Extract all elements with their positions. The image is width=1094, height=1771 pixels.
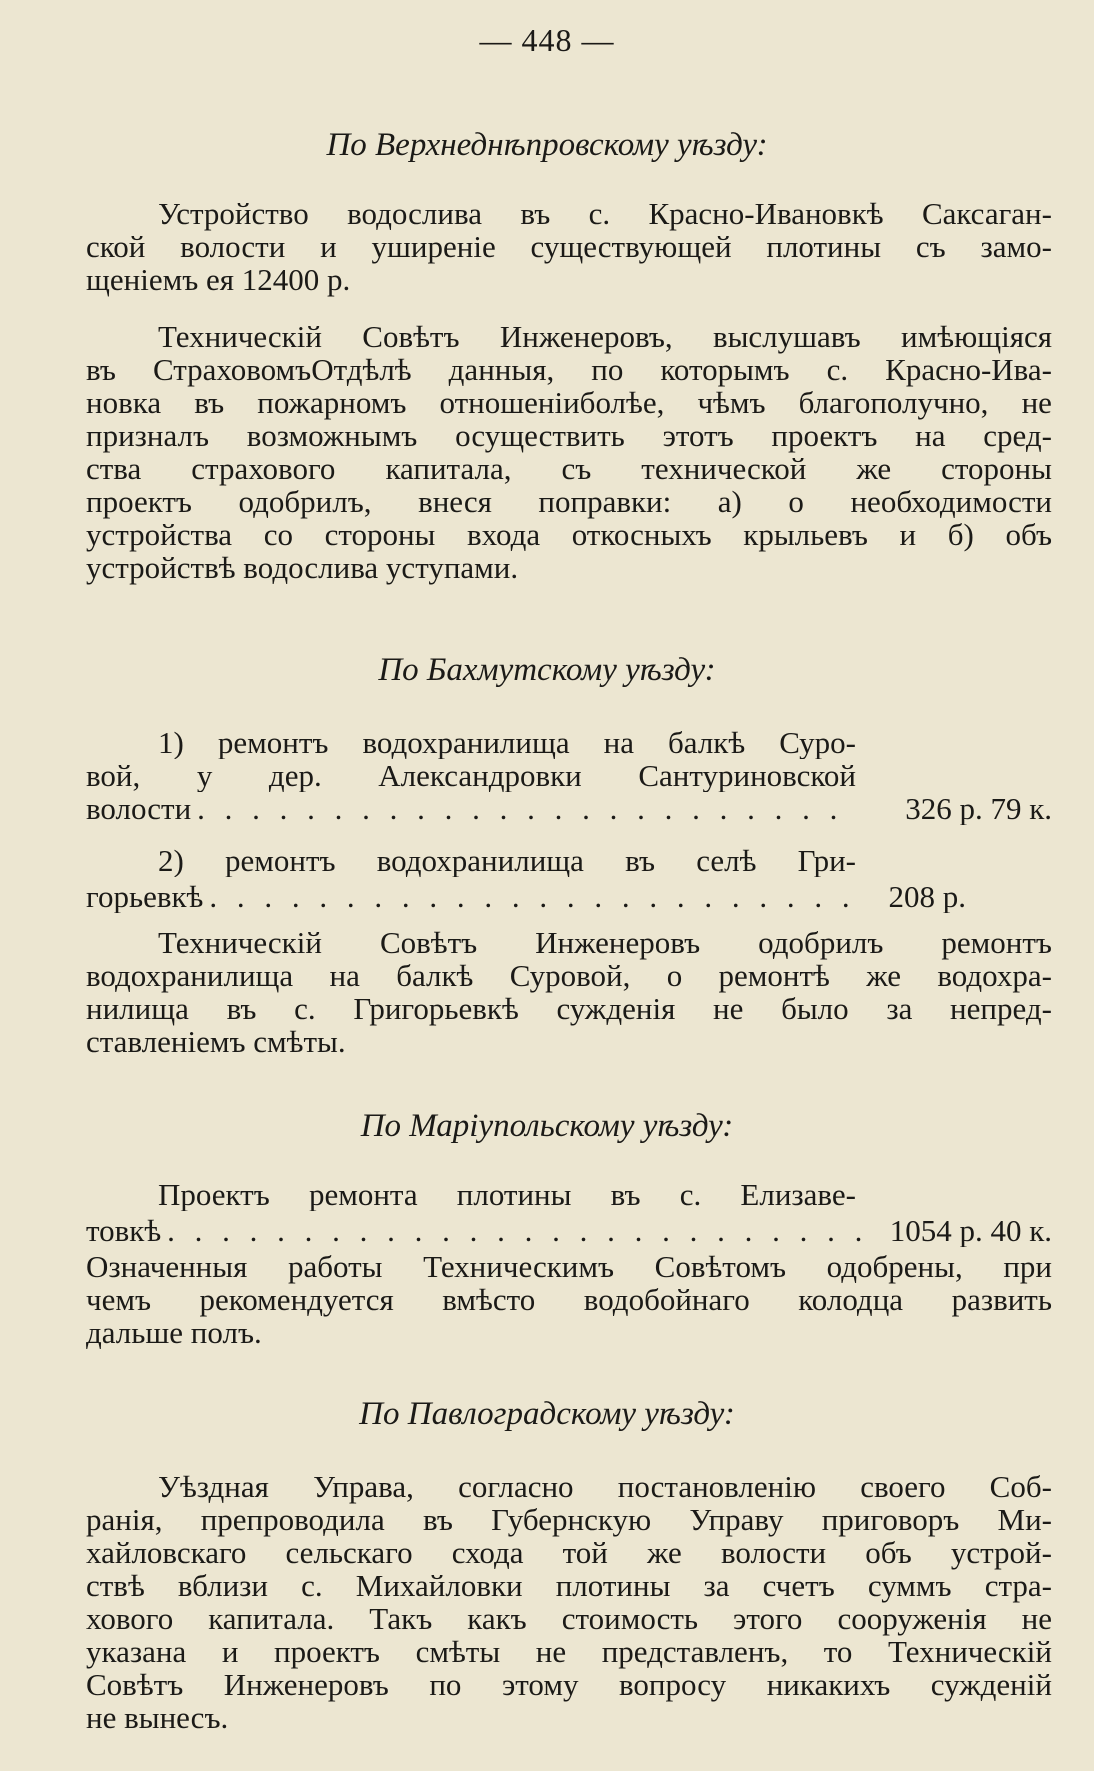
repair-item-elizavetovka-amount-line <box>86 1214 1052 1247</box>
text-line: хового капитала. Такъ какъ стоимость этого сооруженія не <box>86 1601 1052 1636</box>
section-heading-mariupol: По Маріупольскому уѣзду: <box>360 1108 734 1144</box>
text-line: Совѣтъ Инженеровъ по этому вопросу никакихъ сужденій <box>86 1667 1052 1702</box>
paragraph-mikhailovka-dam <box>86 1470 1052 1734</box>
text-line: Техническій Совѣтъ Инженеровъ одобрилъ ремонтъ <box>158 925 1052 960</box>
section-heading-pavlograd: По Павлоградскому уѣзду: <box>359 1396 735 1432</box>
text-line: чемъ рекомендуется вмѣсто водобойнаго колодца развить <box>86 1282 1052 1317</box>
text-line: ранія, препроводила въ Губернскую Управу приговоръ Ми- <box>86 1502 1052 1537</box>
text-line: щеніемъ ея 12400 р. <box>86 262 351 297</box>
text-line: ставленіемъ смѣты. <box>86 1024 346 1059</box>
text-line: въ СтраховомъОтдѣлѣ данныя, по которымъ с. Красно-Ива- <box>86 352 1052 387</box>
leader-line <box>86 792 1052 825</box>
page-number: — 448 — <box>479 22 615 58</box>
text-line: хайловскаго сельскаго схода той же волости объ устрой- <box>86 1535 1052 1570</box>
item-amount: 326 р. 79 к. <box>905 792 1052 825</box>
paragraph-council-decision-2 <box>86 926 1052 1058</box>
text-line: 2) ремонтъ водохранилища въ селѣ Гри- <box>158 844 856 877</box>
leader-line <box>86 1214 1052 1247</box>
item-amount: 1054 р. 40 к. <box>889 1214 1052 1247</box>
text-line: Техническій Совѣтъ Инженеровъ, выслушавъ имѣющіяся <box>158 319 1052 354</box>
text-line: вой, у дер. Александровки Сантуриновской <box>86 759 856 792</box>
item-text: волости <box>86 792 192 825</box>
text-line: дальше полъ. <box>86 1315 262 1350</box>
repair-item-elizavetovka <box>86 1178 856 1211</box>
text-line: Проектъ ремонта плотины въ с. Елизаве- <box>158 1178 856 1211</box>
repair-item-grigorievka <box>86 844 856 877</box>
section-heading-verkhnedneprovsky: По Верхнеднѣпровскому уѣзду: <box>326 127 768 163</box>
repair-item-grigorievka-amount-line <box>86 880 966 913</box>
text-line: устройствѣ водослива уступами. <box>86 550 519 585</box>
text-line: Означенныя работы Техническимъ Совѣтомъ одобрены, при <box>86 1249 1052 1284</box>
text-line: проектъ одобрилъ, внеся поправки: а) о необходимости <box>86 484 1052 519</box>
text-line: ской волости и уширеніе существующей плотины съ замо- <box>86 229 1052 264</box>
section-heading-bakhmut: По Бахмутскому уѣзду: <box>378 652 716 688</box>
item-text: горьевкѣ <box>86 880 204 913</box>
text-line: ства страхового капитала, съ технической же стороны <box>86 451 1052 486</box>
text-line: новка въ пожарномъ отношеніиболѣе, чѣмъ благополучно, не <box>86 385 1052 420</box>
dot-leader: . . . . . . . . . . . . . . . . . . . . . . . . . . <box>167 1214 869 1247</box>
repair-item-surovaya <box>86 726 856 792</box>
text-line: не вынесъ. <box>86 1700 229 1735</box>
leader-line <box>86 880 966 913</box>
repair-item-surovaya-amount-line <box>86 792 1052 825</box>
dot-leader: . . . . . . . . . . . . . . . . . . . . . . . . <box>209 880 856 913</box>
text-line: Устройство водослива въ с. Красно-Ивановкѣ Саксаган- <box>158 196 1052 231</box>
text-line: 1) ремонтъ водохранилища на балкѣ Суро- <box>158 726 856 759</box>
text-line: водохранилища на балкѣ Суровой, о ремонтѣ же водохра- <box>86 958 1052 993</box>
dot-leader: . . . . . . . . . . . . . . . . . . . . . . . . <box>197 792 844 825</box>
paragraph-project-krasno-ivanovka <box>86 197 1052 296</box>
paragraph-council-decision-3 <box>86 1250 1052 1349</box>
paragraph-council-decision-1 <box>86 320 1052 584</box>
text-line: призналъ возможнымъ осуществить этотъ проектъ на сред- <box>86 418 1052 453</box>
text-line: устройства со стороны входа откосныхъ крыльевъ и б) объ <box>86 517 1052 552</box>
text-line: ствѣ вблизи с. Михайловки плотины за счетъ суммъ стра- <box>86 1568 1052 1603</box>
text-line: Уѣздная Управа, согласно постановленію своего Соб- <box>158 1469 1052 1504</box>
text-line: указана и проектъ смѣты не представленъ, то Техническій <box>86 1634 1052 1669</box>
item-text: товкѣ <box>86 1214 162 1247</box>
text-line: нилища въ с. Григорьевкѣ сужденія не было за непред- <box>86 991 1052 1026</box>
item-amount: 208 р. <box>888 880 966 913</box>
